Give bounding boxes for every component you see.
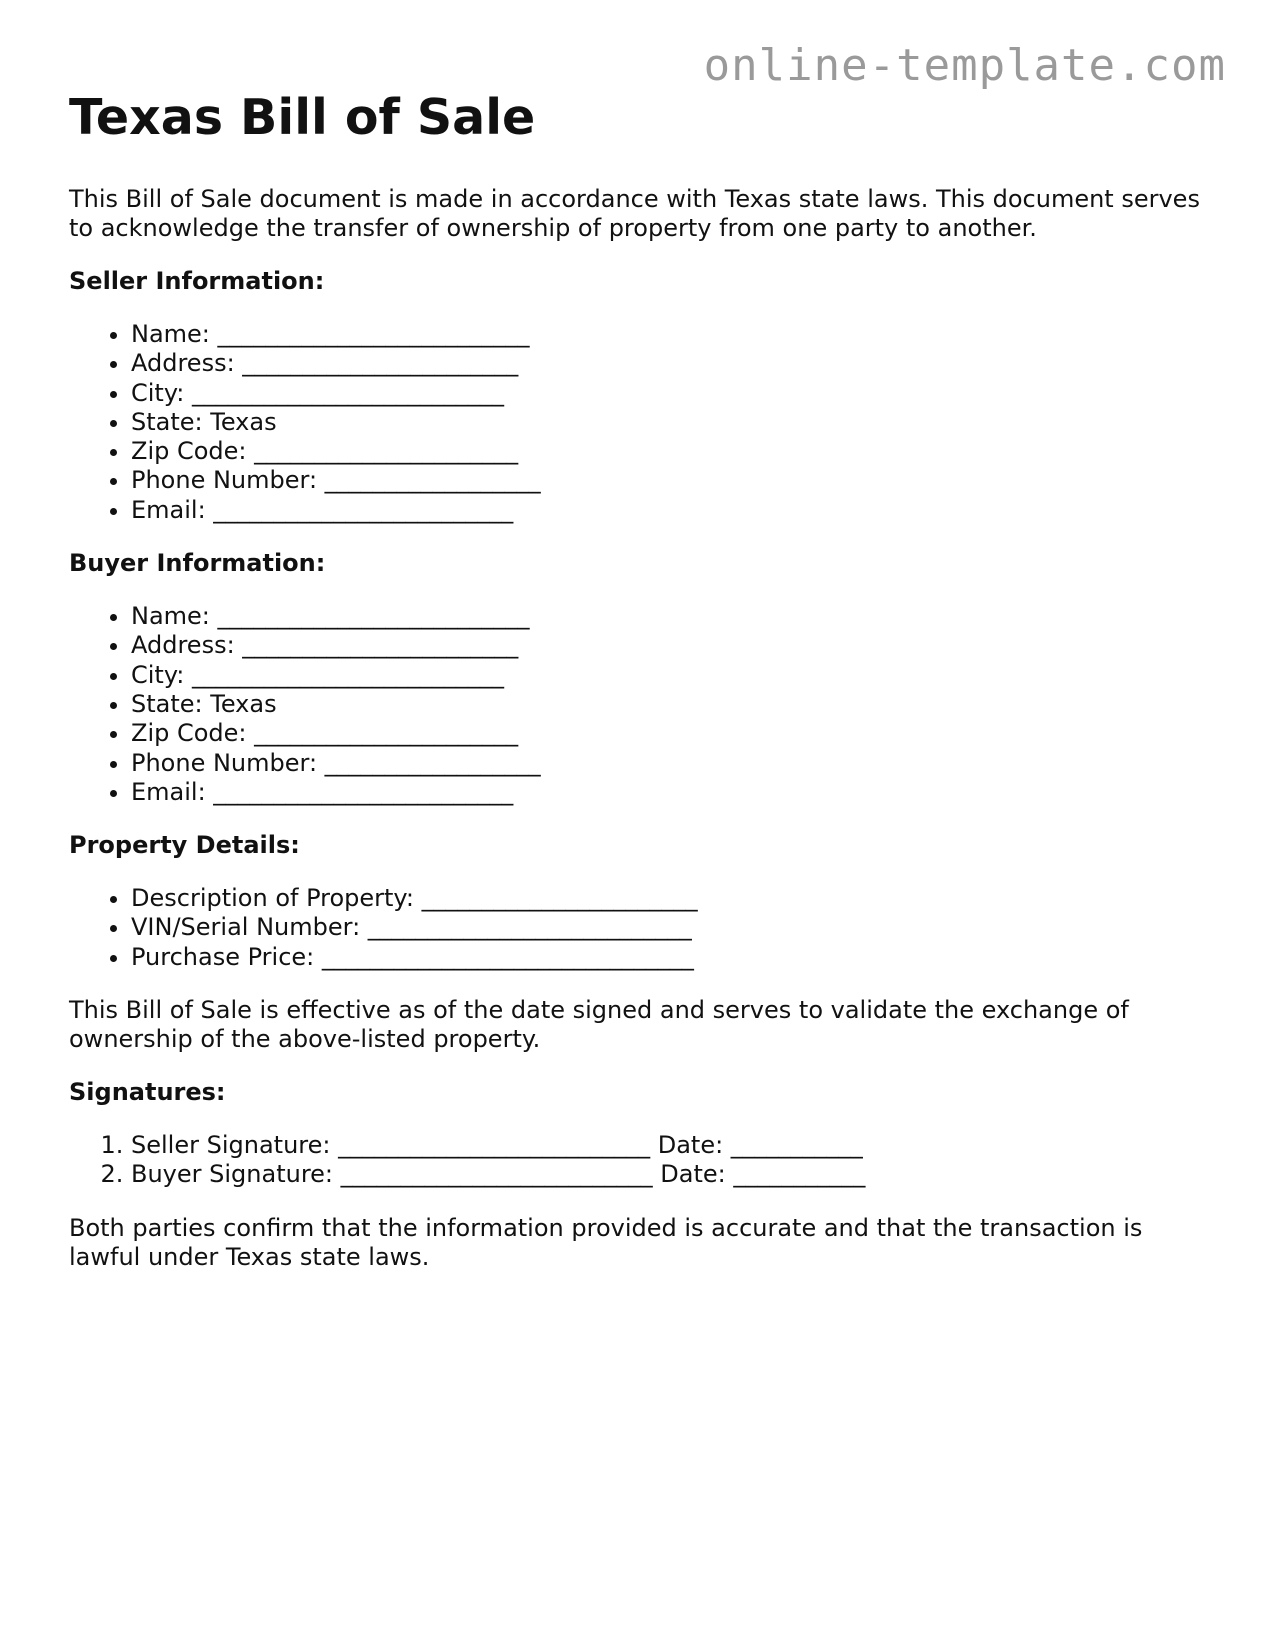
document-title: Texas Bill of Sale (69, 89, 536, 146)
seller-address-field: • Address: _______________________ (131, 349, 1209, 378)
buyer-zip-field: • Zip Code: ______________________ (131, 719, 1209, 748)
seller-zip-field: • Zip Code: ______________________ (131, 437, 1209, 466)
buyer-state-field: • State: Texas (131, 690, 1209, 719)
intro-paragraph: This Bill of Sale document is made in accordance with Texas state laws. This document serves to acknowledge the transfer of ownership of property from one party to another. (69, 185, 1200, 242)
property-price-field: • Purchase Price: _______________________________ (131, 943, 1209, 972)
buyer-signature-line: 2. Buyer Signature: __________________________ Date: ___________ (131, 1160, 1209, 1189)
seller-signature-line: 1. Seller Signature: __________________________ Date: ___________ (131, 1131, 1209, 1160)
signatures-heading: Signatures: (69, 1078, 226, 1107)
seller-list (69, 320, 1209, 525)
seller-state-field: • State: Texas (131, 408, 1209, 437)
buyer-email-field: • Email: _________________________ (131, 778, 1209, 807)
signatures-list (69, 1131, 1209, 1190)
seller-heading: Seller Information: (69, 267, 325, 295)
seller-phone-field: • Phone Number: __________________ (131, 466, 1209, 495)
buyer-list (69, 602, 1209, 807)
document-page (69, 86, 1209, 1272)
buyer-name-field: • Name: __________________________ (131, 602, 1209, 631)
buyer-phone-field: • Phone Number: __________________ (131, 749, 1209, 778)
property-heading: Property Details: (69, 831, 300, 860)
seller-city-field: • City: __________________________ (131, 379, 1209, 408)
seller-email-field: • Email: _________________________ (131, 496, 1209, 525)
effective-paragraph: This Bill of Sale is effective as of the date signed and serves to validate the exchange of ownership of the above-listed property. (69, 996, 1129, 1054)
property-vin-field: • VIN/Serial Number: ___________________________ (131, 913, 1209, 942)
watermark: online-template.com (703, 40, 1226, 91)
buyer-heading: Buyer Information: (69, 549, 326, 578)
property-description-field: • Description of Property: _______________________ (131, 884, 1209, 913)
closing-paragraph: Both parties confirm that the information provided is accurate and that the transaction is lawful under Texas state laws. (69, 1213, 1143, 1271)
buyer-city-field: • City: __________________________ (131, 661, 1209, 690)
buyer-address-field: • Address: _______________________ (131, 631, 1209, 660)
property-list (69, 884, 1209, 972)
seller-name-field: • Name: __________________________ (131, 320, 1209, 349)
